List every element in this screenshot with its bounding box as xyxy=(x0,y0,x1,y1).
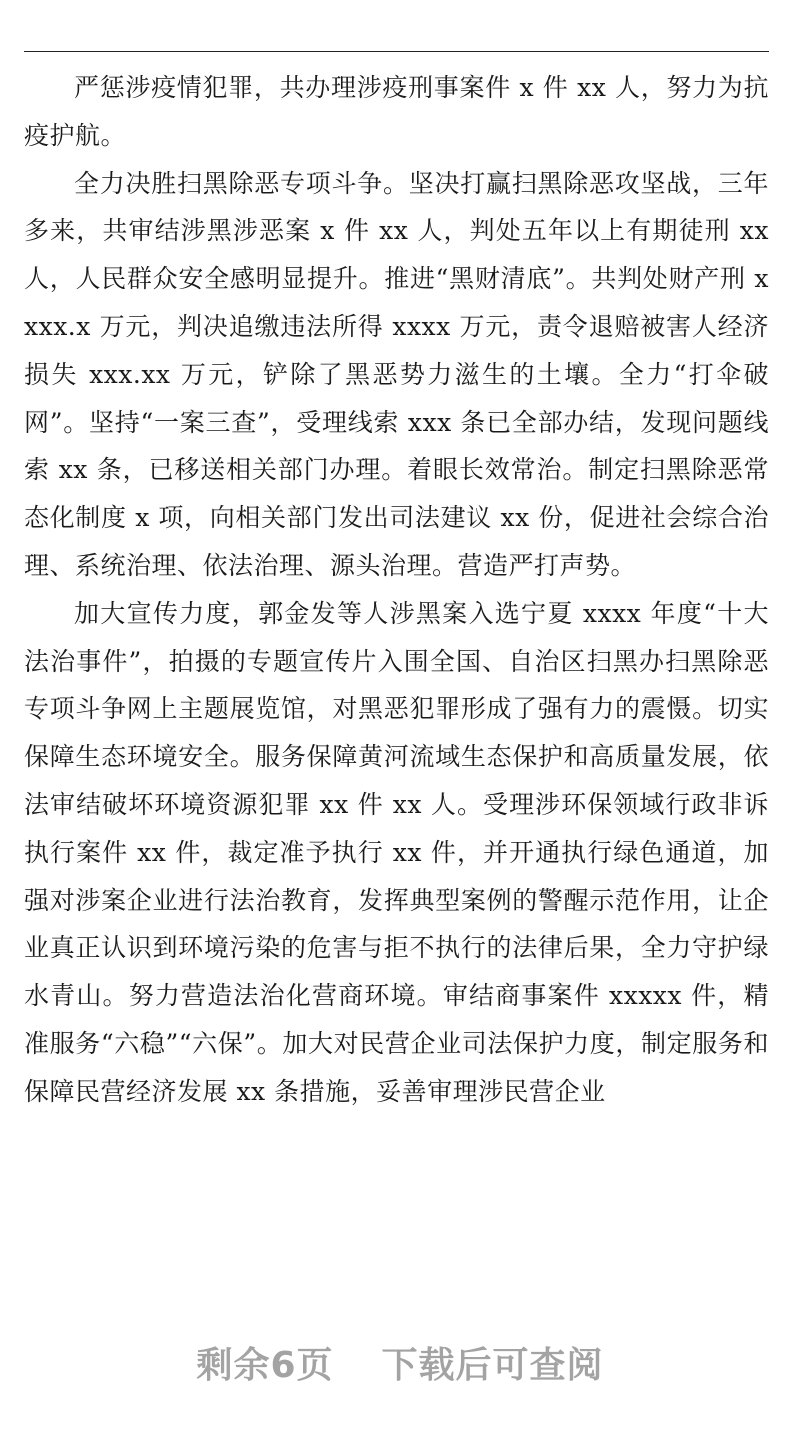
paragraph-2: 全力决胜扫黑除恶专项斗争。坚决打赢扫黑除恶攻坚战，三年多来，共审结涉黑涉恶案 x 件 xx 人，判处五年以上有期徒刑 xx 人，人民群众安全感明显提升。推进“黑财清底”。共判处财产刑 xxxx.x 万元，判决追缴违法所得 xxxx 万元，责令退赔被害人经济损失 xxx.xx 万元，铲除了黑恶势力滋生的土壤。全力“打伞破网”。坚持“一案三查”，受理线索 xxx 条已全部办结，发现问题线索 xx 条，已移送相关部门办理。着眼长效常治。制定扫黑除恶常态化制度 x 项，向相关部门发出司法建议 xx 份，促进社会综合治理、系统治理、依法治理、源头治理。营造严打声势。 xyxy=(24,168,769,580)
header-rule xyxy=(24,51,769,52)
remaining-pages-label: 剩余6页 xyxy=(196,1345,334,1386)
download-banner[interactable] xyxy=(0,1337,800,1388)
download-prompt-label: 下载后可查阅 xyxy=(381,1345,604,1386)
paragraph-1: 严惩涉疫情犯罪，共办理涉疫刑事案件 x 件 xx 人，努力为抗疫护航。 xyxy=(24,73,769,150)
document-body xyxy=(24,64,769,1116)
paragraph-3: 加大宣传力度，郭金发等人涉黑案入选宁夏 xxxx 年度“十大法治事件”，拍摄的专题宣传片入围全国、自治区扫黑办扫黑除恶专项斗争网上主题展览馆，对黑恶犯罪形成了强有力的震慑。切实保障生态环境安全。服务保障黄河流域生态保护和高质量发展，依法审结破坏环境资源犯罪 xx 件 xx 人。受理涉环保领域行政非诉执行案件 xx 件，裁定准予执行 xx 件，并开通执行绿色通道，加强对涉案企业进行法治教育，发挥典型案例的警醒示范作用，让企业真正认识到环境污染的危害与拒不执行的法律后果，全力守护绿水青山。努力营造法治化营商环境。审结商事案件 xxxxx 件，精准服务“六稳”“六保”。加大对民营企业司法保护力度，制定服务和保障民营经济发展 xx 条措施，妥善审理涉民营企业 xyxy=(24,598,769,1106)
